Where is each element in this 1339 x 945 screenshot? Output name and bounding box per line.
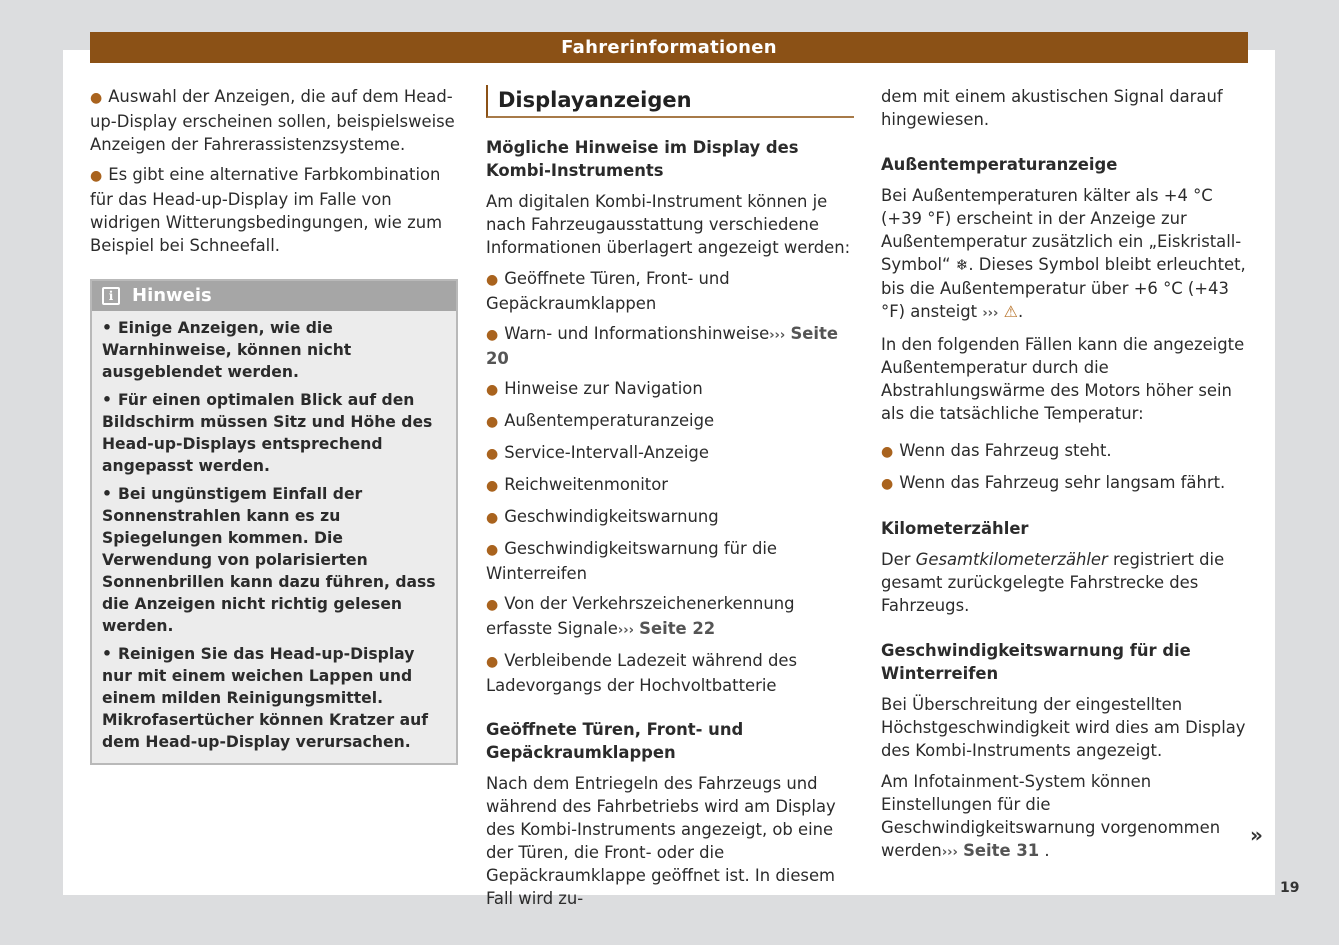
bullet-icon: ● <box>881 476 894 492</box>
reference-arrows-icon: ››› <box>941 845 958 860</box>
bullet-icon: ● <box>486 414 499 430</box>
reference-arrows-icon: ››› <box>982 306 999 321</box>
list-item: ● Wenn das Fahrzeug steht. <box>881 441 1112 460</box>
list-item: ● Von der Verkehrszeichenerkennung erfasste Signale››› Seite 22 <box>486 594 795 638</box>
hud-options-list <box>90 85 458 257</box>
paragraph: Bei Überschreitung der eingestellten Höchstgeschwindigkeit wird dies am Display des Kombi-Instruments angezeigt. <box>881 695 1246 760</box>
page-reference-link[interactable]: Seite 20 <box>486 324 838 368</box>
list-item: ● Verbleibende Ladezeit während des Ladevorgangs der Hochvoltbatterie <box>486 651 798 695</box>
bullet-icon: • <box>102 391 112 409</box>
page-number: 19 <box>1280 880 1300 896</box>
subsection-title: Geöffnete Türen, Front- und Gepäckraumklappen <box>486 720 744 762</box>
page-reference-link[interactable]: Seite 22 <box>639 619 716 638</box>
subsection-title: Kilometerzähler <box>881 519 1029 538</box>
reference-arrows-icon: ››› <box>617 623 634 638</box>
list-item: ● Wenn das Fahrzeug sehr langsam fährt. <box>881 473 1226 492</box>
paragraph: Der Gesamtkilometerzähler registriert die gesamt zurückgelegte Fahrstrecke des Fahrzeugs. <box>881 550 1225 615</box>
bullet-icon: ● <box>90 90 103 106</box>
subsection-title: Außentemperaturanzeige <box>881 155 1118 174</box>
list-item: ● Auswahl der Anzeigen, die auf dem Head-up-Display erscheinen sollen, beispielsweise Anzeigen der Fahrerassistenzsysteme. <box>90 87 455 154</box>
bullet-icon: ● <box>486 654 499 670</box>
list-item: ● Geschwindigkeitswarnung für die Winterreifen <box>486 539 777 583</box>
list-item: ● Reichweitenmonitor <box>486 475 668 494</box>
subsection-title: Geschwindigkeitswarnung für die Winterreifen <box>881 641 1191 683</box>
bullet-icon: ● <box>486 446 499 462</box>
list-item: ● Geöffnete Türen, Front- und Gepäckraumklappen <box>486 269 730 313</box>
display-hints-list <box>486 267 854 697</box>
bullet-icon: • <box>102 645 112 663</box>
list-item: • Reinigen Sie das Head-up-Display nur mit einem weichen Lappen und einem milden Reinigungsmittel. Mikrofasertücher können Kratzer auf dem Head-up-Display verursachen. <box>102 645 428 751</box>
bullet-icon: ● <box>486 510 499 526</box>
intro-text: Am digitalen Kombi-Instrument können je nach Fahrzeugausstattung verschiedene Informationen überlagert angezeigt werden: <box>486 192 851 257</box>
note-list <box>92 311 456 763</box>
list-item: ● Service-Intervall-Anzeige <box>486 443 709 462</box>
bullet-icon: ● <box>486 542 499 558</box>
reference-arrows-icon: ››› <box>769 328 786 343</box>
bullet-icon: ● <box>90 168 103 184</box>
bullet-icon: ● <box>486 272 499 288</box>
paragraph: Am Infotainment-System können Einstellungen für die Geschwindigkeitswarnung vorgenommen werden››› Seite 31 . <box>881 772 1221 860</box>
bullet-icon: • <box>102 319 112 337</box>
page-reference-link[interactable]: Seite 31 <box>963 841 1040 860</box>
column-2 <box>486 85 854 918</box>
list-item: • Bei ungünstigem Einfall der Sonnenstrahlen kann es zu Spiegelungen kommen. Die Verwendung von polarisierten Sonnenbrillen kann dazu führen, dass die Anzeigen nicht richtig gelesen werden. <box>102 485 436 635</box>
snowflake-icon: ❄ <box>955 256 969 274</box>
column-1 <box>90 85 458 765</box>
paragraph: Nach dem Entriegeln des Fahrzeugs und während des Fahrbetriebs wird am Display des Kombi-Instruments angezeigt, ob eine der Türen, die Front- oder die Gepäckraumklappe geöffnet ist. In diesem Fall wird zu- <box>486 774 836 908</box>
note-header <box>92 281 456 311</box>
conditions-list <box>881 439 1249 496</box>
continue-arrow-icon: » <box>1250 823 1263 847</box>
list-item: ● Außentemperaturanzeige <box>486 411 715 430</box>
paragraph: Bei Außentemperaturen kälter als +4 °C (+39 °F) erscheint in der Anzeige zur Außentemperatur zusätzlich ein „Eiskristall-Symbol“ ❄. Dieses Symbol bleibt erleuchtet, bis die Außentemperatur über +6 °C (+43 °F) ansteigt ››› ⚠. <box>881 186 1246 321</box>
bullet-icon: ● <box>881 444 894 460</box>
chapter-header: Fahrerinformationen <box>90 32 1248 63</box>
subsection-title: Mögliche Hinweise im Display des Kombi-Instruments <box>486 138 799 180</box>
warning-icon[interactable]: ⚠ <box>1003 302 1018 321</box>
section-title: Displayanzeigen <box>486 85 854 118</box>
column-3 <box>881 85 1249 872</box>
bullet-icon: ● <box>486 478 499 494</box>
paragraph: In den folgenden Fällen kann die angezeigte Außentemperatur durch die Abstrahlungswärme des Motors höher sein als die tatsächliche Temperatur: <box>881 335 1245 423</box>
bullet-icon: • <box>102 485 112 503</box>
list-item: ● Es gibt eine alternative Farbkombination für das Head-up-Display im Falle von widrigen Witterungsbedingungen, wie zum Beispiel bei Schneefall. <box>90 165 443 255</box>
list-item: ● Hinweise zur Navigation <box>486 379 703 398</box>
info-icon: i <box>102 287 120 305</box>
list-item: • Für einen optimalen Blick auf den Bildschirm müssen Sitz und Höhe des Head-up-Displays entsprechend angepasst werden. <box>102 391 433 475</box>
note-box <box>90 279 458 765</box>
list-item: ● Geschwindigkeitswarnung <box>486 507 719 526</box>
list-item: ● Warn- und Informationshinweise››› Seite 20 <box>486 324 838 368</box>
list-item: • Einige Anzeigen, wie die Warnhinweise, können nicht ausgeblendet werden. <box>102 319 352 381</box>
note-title: Hinweis <box>132 285 212 306</box>
continued-paragraph: dem mit einem akustischen Signal darauf hingewiesen. <box>881 87 1223 129</box>
bullet-icon: ● <box>486 382 499 398</box>
bullet-icon: ● <box>486 327 499 343</box>
bullet-icon: ● <box>486 597 499 613</box>
